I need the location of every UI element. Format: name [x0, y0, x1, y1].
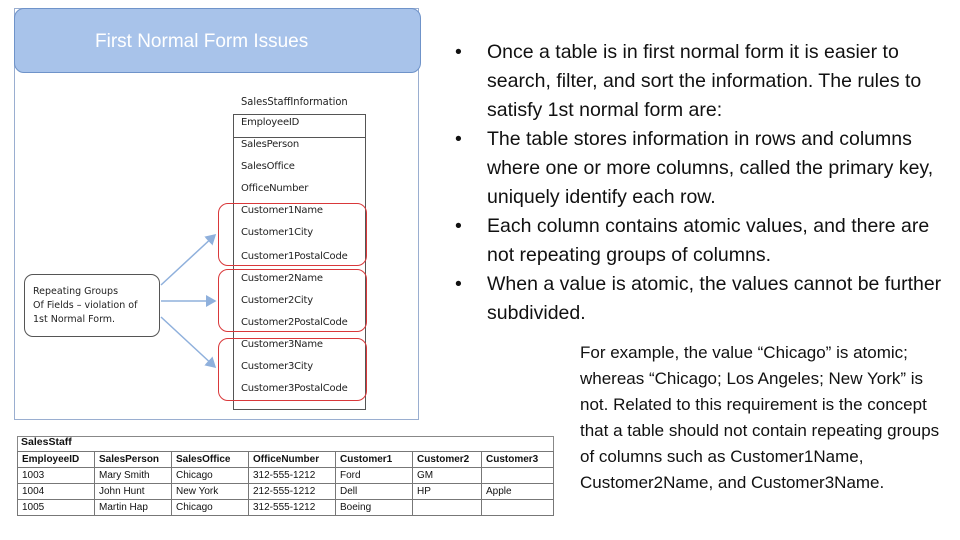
column-header: Customer1: [336, 452, 413, 468]
arrow-to-group-1: [161, 235, 215, 285]
table-cell: Ford: [336, 468, 413, 484]
table-cell: 312-555-1212: [249, 500, 336, 516]
bullet-dot: •: [455, 41, 462, 63]
table-cell: John Hunt: [95, 484, 172, 500]
entity-field: Customer3City: [241, 361, 313, 372]
table-cell: 1004: [18, 484, 95, 500]
entity-field: Customer1City: [241, 227, 313, 238]
table-cell: Boeing: [336, 500, 413, 516]
callout-box: [24, 274, 160, 337]
entity-field: Customer1Name: [241, 205, 323, 216]
column-header: EmployeeID: [18, 452, 95, 468]
bullet-text: Each column contains atomic values, and there are not repeating groups of columns.: [487, 215, 930, 266]
table-row: [18, 484, 554, 500]
column-header: OfficeNumber: [249, 452, 336, 468]
column-header: SalesPerson: [95, 452, 172, 468]
bullet-item: [455, 212, 950, 270]
table-cell: Chicago: [172, 468, 249, 484]
table-cell: Dell: [336, 484, 413, 500]
table-row: [18, 468, 554, 484]
column-header: Customer2: [413, 452, 482, 468]
bullet-item: [455, 125, 950, 212]
entity-field: SalesPerson: [241, 139, 300, 150]
entity-field: EmployeeID: [241, 117, 300, 128]
table-title: SalesStaff: [21, 436, 72, 448]
table-cell: 1005: [18, 500, 95, 516]
arrow-to-group-3: [161, 317, 215, 367]
table-cell: Apple: [482, 484, 554, 500]
table-cell: [413, 500, 482, 516]
table-cell: HP: [413, 484, 482, 500]
table-cell: 312-555-1212: [249, 468, 336, 484]
panel-title: First Normal Form Issues: [95, 31, 309, 52]
bullet-dot: •: [455, 128, 462, 150]
table-cell: Chicago: [172, 500, 249, 516]
table-cell: 1003: [18, 468, 95, 484]
entity-field: Customer3PostalCode: [241, 383, 348, 394]
entity-name: SalesStaffInformation: [241, 95, 348, 108]
entity-field: OfficeNumber: [241, 183, 309, 194]
entity-field: SalesOffice: [241, 161, 295, 172]
table-cell: [482, 468, 554, 484]
bullet-text: Once a table is in first normal form it is easier to search, filter, and sort the information. The rules to satisfy 1st normal form are:: [487, 41, 922, 121]
entity-field: Customer2PostalCode: [241, 317, 348, 328]
table-cell: Martin Hap: [95, 500, 172, 516]
table-cell: GM: [413, 468, 482, 484]
bullet-text: When a value is atomic, the values cannot be further subdivided.: [487, 273, 942, 324]
bullet-item: [455, 38, 950, 125]
bullet-list: [455, 38, 950, 328]
sales-staff-table-image: [17, 436, 554, 516]
bullet-item: [455, 270, 950, 328]
table-row: [18, 500, 554, 516]
entity-field: Customer2City: [241, 295, 313, 306]
sales-staff-table: [17, 451, 554, 516]
example-note: For example, the value “Chicago” is atomic; whereas “Chicago; Los Angeles; New York” is not. Related to this requirement is the concept that a table should not contain repeating groups of columns such as Customer1Name, Customer2Name, and Customer3Name.: [580, 343, 940, 492]
column-header: Customer3: [482, 452, 554, 468]
table-cell: 212-555-1212: [249, 484, 336, 500]
bullet-text: The table stores information in rows and columns where one or more columns, called the primary key, uniquely identify each row.: [487, 128, 934, 208]
bullet-dot: •: [455, 215, 462, 237]
table-header-row: [18, 452, 554, 468]
figure-panel: [14, 8, 419, 420]
bullet-dot: •: [455, 273, 462, 295]
entity-field: Customer2Name: [241, 273, 323, 284]
table-cell: [482, 500, 554, 516]
callout-text: Repeating Groups Of Fields – violation of 1st Normal Form.: [33, 286, 138, 325]
entity-field: Customer1PostalCode: [241, 251, 348, 262]
entity-field: Customer3Name: [241, 339, 323, 350]
table-cell: New York: [172, 484, 249, 500]
column-header: SalesOffice: [172, 452, 249, 468]
callout-arrows: [15, 9, 420, 421]
table-cell: Mary Smith: [95, 468, 172, 484]
